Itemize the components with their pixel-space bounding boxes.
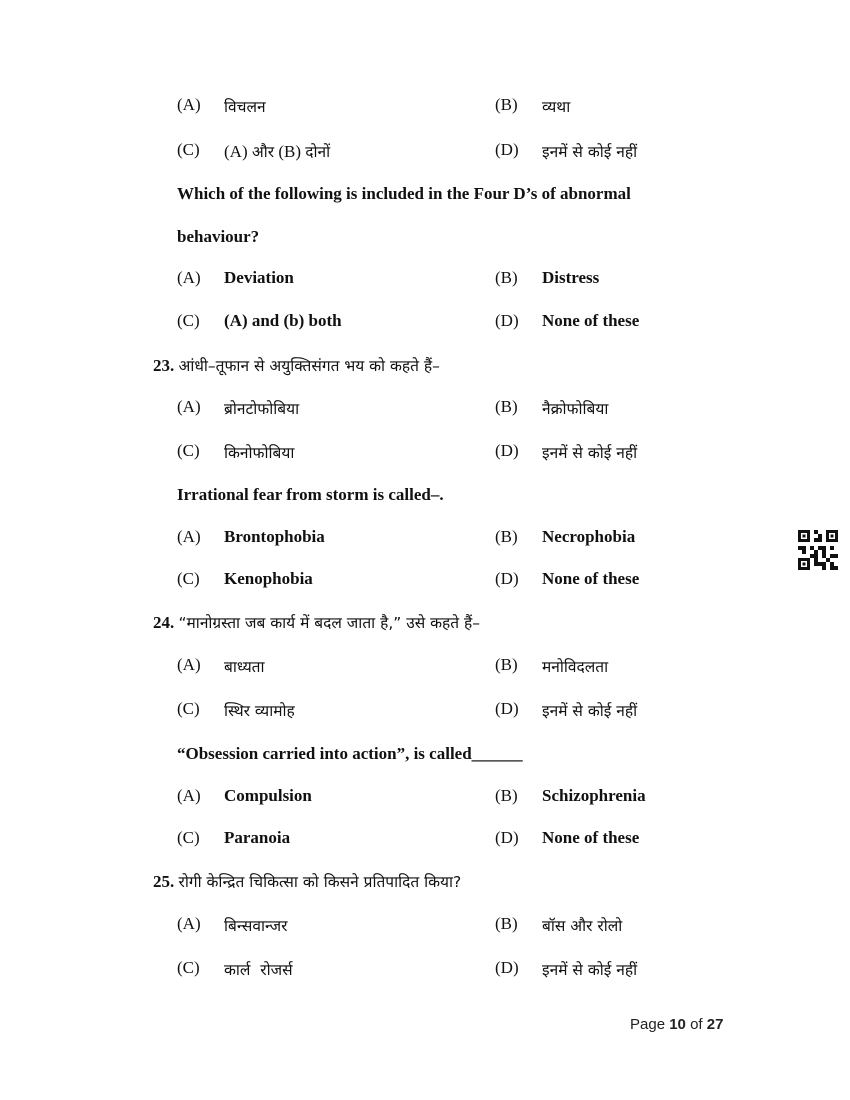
question-text: “मानोग्रस्ता जब कार्य में बदल जाता है,” उसे कहते हैं– — [178, 614, 480, 632]
question-text: “Obsession carried into action”, is called______ — [177, 744, 523, 763]
question-number: 24. — [153, 613, 175, 632]
question-text: Which of the following is included in the Four D’s of abnormal — [177, 184, 631, 203]
question-text: आंधी–तूफान से अयुक्तिसंगत भय को कहते हैं– — [178, 357, 440, 375]
question-text: रोगी केन्द्रित चिकित्सा को किसने प्रतिपादित किया? — [178, 873, 462, 891]
question-text: Irrational fear from storm is called–. — [177, 485, 444, 504]
question-number: 25. — [153, 872, 175, 891]
qr-code-icon — [798, 530, 838, 570]
question-24 — [153, 611, 480, 633]
question-25 — [153, 870, 461, 892]
question-number: 23. — [153, 356, 175, 375]
question-23 — [153, 354, 440, 376]
page-number: Page 10 of 27 — [630, 1016, 724, 1033]
question-text-continued: behaviour? — [177, 227, 260, 246]
